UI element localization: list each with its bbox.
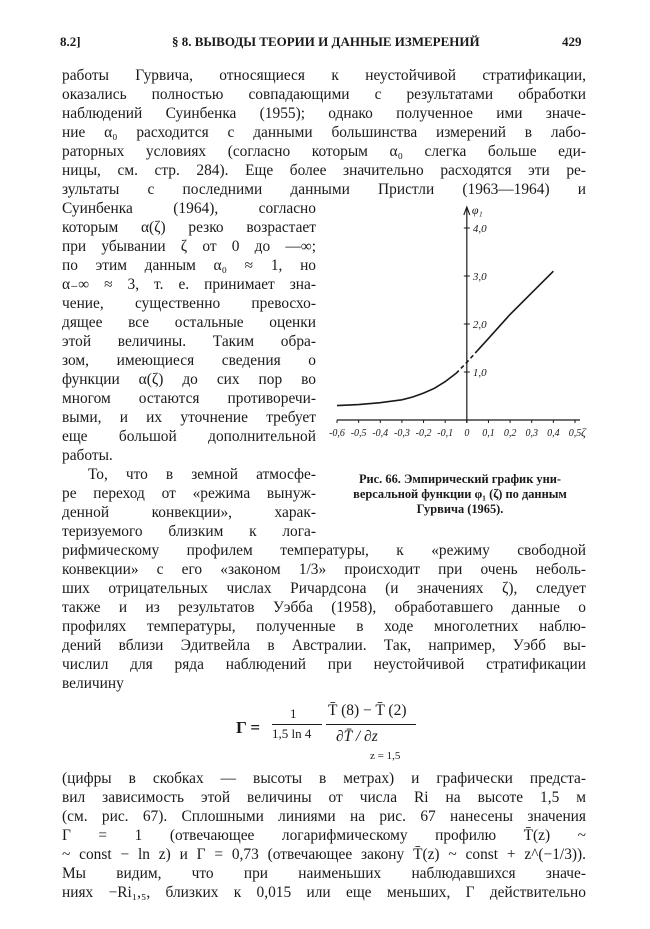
text-line: профилях температуры, полученные в ходе многолетних наблю- [62,618,586,635]
formula-lhs: Γ = [236,718,261,737]
x-axis-label: ζ [581,425,586,439]
y-tick-label: 2,0 [472,319,487,331]
text-line: также и из результатов Уэбба (1958), обработавшего данные о [62,599,586,616]
text-line: числил для ряда наблюдений при неустойчивой стратификации [62,656,586,673]
text-line: оказались полностью совпадающими с результатами обработки [62,86,586,103]
text-line: теризуемого близким к лога- [62,523,316,540]
text-line: рифмическому профилем температуры, к «режиму свободной [62,542,586,559]
text-line: раторных условиях (согласно которым α₀ слегка больше еди- [62,143,586,160]
fraction-bar [272,724,322,725]
text-line: функции α(ζ) до сих пор во [62,371,316,388]
gamma-formula [0,698,650,770]
text-line: зом, имеющиеся сведения о [62,352,316,369]
text-line: Γ = 1 (отвечающее логарифмическому профилю T̄(z) ~ [62,827,586,844]
section-number: 8.2] [60,34,81,49]
text-line: которым α(ζ) резко возрастает [62,219,316,236]
formula-denominator: ∂T̄ / ∂z [336,728,378,745]
text-line: ~ const − ln z) и Γ = 0,73 (отвечающее закону T̄(z) ~ const + z^(−1/3)). [62,846,586,863]
text-line: ре переход от «режима вынуж- [62,485,316,502]
text-line: α₋∞ ≈ 3, т. е. принимает зна- [62,276,316,293]
text-line: зультаты с последними данными Пристли (1963—1964) и [62,181,586,198]
text-line: ниях −Ri₁,₅, близких к 0,015 или еще меньших, Γ действительно [62,884,586,901]
text-line: денной конвекции», харак- [62,504,316,521]
y-tick-label: 1,0 [472,367,487,379]
text-line: выми, и их уточнение требует [62,409,316,426]
text-line: величину [62,675,124,692]
page-number: 429 [562,34,582,49]
x-tick-label: -0,6 [329,428,345,439]
formula-coef-denominator: 1,5 ln 4 [272,726,312,741]
x-tick-label: 0,2 [503,428,517,439]
x-tick-label: -0,3 [393,428,410,439]
text-line: еще большой дополнительной [62,428,316,445]
x-tick-label: 0 [464,428,470,439]
text-line: вил зависимость этой величины от числа Ri на высоте 1,5 м [62,789,586,806]
text-line: чение, существенно превосхо- [62,295,316,312]
text-line: (цифры в скобках — высоты в метрах) и графически предста- [62,770,586,787]
figure-66-chart [325,198,590,498]
x-tick-label: -0,4 [372,428,389,439]
formula-numerator: T̄ (8) − T̄ (2) [328,702,407,719]
text-line: ние α₀ расходится с данными большинства измерений в лабо- [62,124,586,141]
figure-caption-line: Рис. 66. Эмпирический график уни- [358,472,562,486]
x-tick-label: 0,3 [525,428,538,439]
x-tick-label: -0,5 [350,428,367,439]
running-title: § 8. ВЫВОДЫ ТЕОРИИ И ДАННЫЕ ИЗМЕРЕНИЙ [172,34,480,49]
figure-caption-line: версальной функции φ₁ (ζ) по данным [353,487,567,501]
formula-coef-numerator: 1 [290,706,297,721]
x-tick-label: 0,1 [482,428,495,439]
y-tick-label: 3,0 [472,271,487,283]
series-line-solid-right [478,271,554,350]
text-line: Мы видим, что при наименьших наблюдавшихся значе- [62,865,586,882]
formula-denominator-subscript: z = 1,5 [370,750,401,762]
text-line: наблюдений Суинбенка (1955); однако полученное ими значе- [62,105,586,122]
text-line: Суинбенка (1964), согласно [62,200,316,217]
x-tick-label: 0,4 [547,428,560,439]
fraction-bar [326,724,416,725]
text-line: конвекции» с его «законом 1/3» происходит при очень неболь- [62,561,586,578]
text-line: работы Гурвича, относящиеся к неустойчивой стратификации, [62,67,586,84]
text-line: ших отрицательных числах Ричардсона (и значениях ζ), следует [62,580,586,597]
text-line: (см. рис. 67). Сплошными линиями на рис. 67 нанесены значения [62,808,586,825]
text-line: при убывании ζ от 0 до —∞; [62,238,316,255]
text-line: по этим данным α₀ ≈ 1, но [62,257,316,274]
text-line: дящее все остальные оценки [62,314,316,331]
text-line: работы. [62,447,113,464]
y-axis-label: φ₁ [471,203,483,217]
series-line-solid [337,373,456,405]
text-line: ницы, см. стр. 284). Еще более значительно расходятся эти ре- [62,162,586,179]
text-line: То, что в земной атмосфе- [88,466,316,483]
figure-caption-line: Гурвича (1965). [416,502,504,516]
y-tick-label: 4,0 [472,223,487,235]
x-tick-label: -0,1 [437,428,454,439]
x-tick-label: 0,5 [568,428,582,439]
text-line: многом остаются противоречи- [62,390,316,407]
x-tick-label: -0,2 [415,428,432,439]
text-line: этой величины. Таким обра- [62,333,316,350]
text-line: дений вблизи Эдитвейла в Австралии. Так, например, Уэбб вы- [62,637,586,654]
